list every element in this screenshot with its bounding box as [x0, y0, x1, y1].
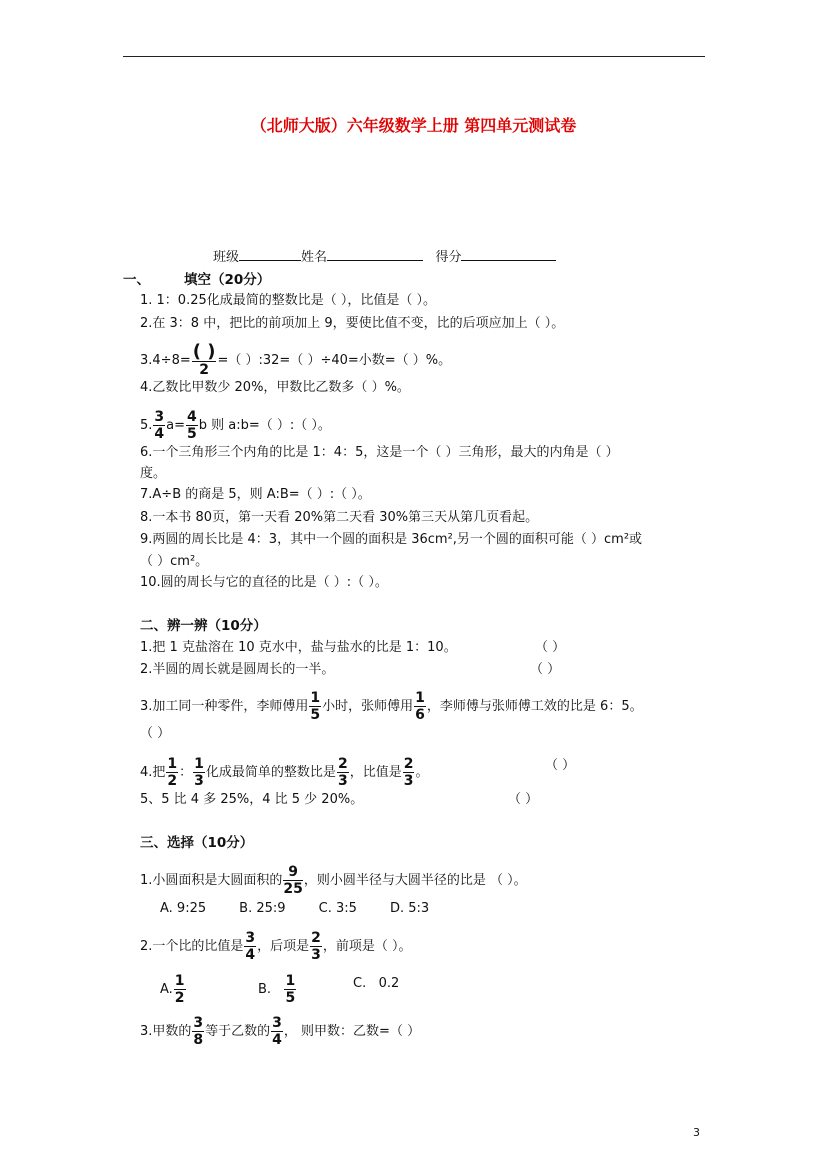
class-blank[interactable]: [239, 247, 301, 261]
fraction-denominator: 2: [199, 362, 209, 378]
fraction: [414, 690, 426, 723]
fraction: [337, 756, 349, 789]
s3-q3-text-b: 等于乙数的: [205, 1024, 271, 1039]
fraction-denominator: 3: [194, 773, 204, 789]
s2-q5-answer-paren[interactable]: （ ）: [508, 792, 539, 807]
class-label: 班级: [213, 250, 240, 265]
fraction: [192, 1015, 204, 1048]
fraction-denominator: 2: [174, 990, 185, 1006]
s2-question-1: 1.把 1 克盐溶在 10 克水中，盐与盐水的比是 1：10。: [140, 640, 457, 655]
s2-q3-text-b: 小时，张师傅用: [322, 699, 414, 714]
s1-question-8: 8.一本书 80页，第一天看 20%第二天看 30%第三天从第几页看起。: [140, 510, 539, 525]
s1-question-9-line-2: （ ）cm²。: [140, 554, 209, 569]
fraction-numerator: 1: [310, 690, 321, 706]
fraction-numerator: 9: [283, 864, 302, 881]
s1-q5-text-a: 5.: [140, 418, 153, 433]
name-blank[interactable]: [327, 247, 423, 261]
fraction-numerator: 2: [311, 930, 321, 946]
s1-question-7: 7.A÷B 的商是 5，则 A:B=（ ）:（ ）。: [140, 487, 371, 502]
fraction-denominator: 3: [403, 773, 414, 789]
fraction: [310, 930, 322, 963]
s1-question-6-line-2: 度。: [140, 466, 167, 481]
s1-question-6-line-1: 6.一个三角形三个内角的比是 1：4：5，这是一个（ ）三角形，最大的内角是（ ）: [140, 445, 619, 460]
s3-q2-text-a: 2.一个比的比值是: [140, 939, 244, 954]
s3-question-3: [140, 1015, 420, 1048]
fraction-numerator: 3: [193, 1015, 204, 1031]
s2-q4-text-c: ，比值是: [349, 765, 402, 780]
fraction: [166, 756, 178, 789]
fraction-denominator: 3: [311, 947, 321, 963]
fraction-denominator: 6: [415, 707, 425, 723]
fraction: [283, 864, 302, 897]
s2-q2-answer-paren[interactable]: （ ）: [530, 662, 561, 677]
s3-q3-text-c: ， 则甲数：乙数=（ ）: [283, 1024, 421, 1039]
student-info-row: [213, 247, 556, 268]
fraction-denominator: 2: [167, 773, 178, 789]
section-2-heading: 二、辨一辨（10分）: [140, 618, 267, 634]
s3-q2-option-b[interactable]: [258, 973, 297, 1006]
s2-q4-colon: ：: [179, 765, 193, 780]
fraction-numerator: 1: [174, 973, 185, 989]
s1-question-10: 10.圆的周长与它的直径的比是（ ）:（ ）。: [140, 575, 388, 590]
fraction: [193, 756, 205, 789]
fraction: [153, 409, 165, 442]
s1-question-2: 2.在 3：8 中，把比的前项加上 9，要使比值不变，比的后项应加上（ ）。: [140, 316, 565, 331]
s1-q5-text-c: b 则 a:b=（ ）:（ ）。: [198, 418, 331, 433]
fraction-numerator: 3: [154, 409, 165, 425]
option-label: B.: [258, 982, 272, 997]
s2-q3-text-c: ，李师傅与张师傅工效的比是 6：5。: [426, 699, 643, 714]
s2-question-2: 2.半圆的周长就是圆周长的一半。: [140, 662, 335, 677]
section-1-title: 填空（20分）: [184, 272, 271, 288]
fraction-numerator: 2: [403, 756, 414, 772]
score-label: 得分: [435, 250, 462, 265]
page-title: （北师大版）六年级数学上册 第四单元测试卷: [250, 116, 577, 135]
s2-q4-text-d: 。: [415, 765, 429, 780]
score-blank[interactable]: [461, 247, 556, 261]
fraction-numerator: 3: [272, 1015, 282, 1031]
s1-question-3: [140, 343, 451, 378]
s2-q3-text-a: 3.加工同一种零件，李师傅用: [140, 699, 309, 714]
fraction: [192, 343, 217, 378]
fraction-numerator: 3: [245, 930, 256, 946]
s3-q1-text-a: 1.小圆面积是大圆面积的: [140, 873, 283, 888]
fraction-denominator: 3: [337, 773, 348, 789]
fraction: [174, 973, 186, 1006]
section-1-number: 一、: [123, 272, 150, 288]
fraction-numerator: 1: [285, 973, 296, 989]
s1-q3-text-b: =（ ）:32=（ ）÷40=小数=（ ）%。: [217, 353, 452, 368]
s2-q1-answer-paren[interactable]: （ ）: [535, 640, 566, 655]
fraction-denominator: 5: [187, 426, 197, 442]
fraction: [309, 690, 321, 723]
s3-q3-text-a: 3.甲数的: [140, 1024, 192, 1039]
fraction: [284, 973, 296, 1006]
s1-question-5: [140, 409, 331, 442]
section-3-heading: 三、选择（10分）: [140, 835, 254, 851]
fraction-denominator: 5: [310, 707, 321, 723]
s1-q3-text-a: 3.4÷8=: [140, 353, 191, 368]
fraction-denominator: 8: [193, 1032, 204, 1048]
s2-question-4: [140, 756, 428, 789]
option-label: A.: [160, 982, 173, 997]
s1-question-4: 4.乙数比甲数少 20%，甲数比乙数多（ ）%。: [140, 380, 410, 395]
fraction-denominator: 25: [283, 881, 303, 897]
fraction-numerator: ( ): [192, 341, 216, 362]
s1-question-9-line-1: 9.两圆的周长比是 4：3，其中一个圆的面积是 36cm²,另一个圆的面积可能（ ）cm²或: [140, 532, 643, 547]
s3-q2-option-a[interactable]: [160, 973, 187, 1006]
s3-question-1: [140, 864, 527, 897]
s3-question-2: [140, 930, 412, 963]
fraction: [403, 756, 415, 789]
s2-q3-answer-paren[interactable]: （ ）: [140, 726, 171, 741]
header-rule: [123, 56, 705, 57]
fraction-denominator: 4: [272, 1032, 282, 1048]
fraction-numerator: 2: [337, 756, 348, 772]
s2-question-5: 5、5 比 4 多 25%，4 比 5 少 20%。: [140, 792, 364, 807]
fraction-denominator: 4: [154, 426, 165, 442]
fraction-denominator: 4: [245, 947, 256, 963]
s1-q5-text-b: a=: [166, 418, 186, 433]
s1-question-1: 1. 1：0.25化成最简的整数比是（ ），比值是（ ）。: [140, 293, 437, 308]
s3-q2-text-c: ，前项是（ ）。: [322, 939, 412, 954]
fraction-numerator: 1: [167, 756, 178, 772]
s3-q1-text-b: ，则小圆半径与大圆半径的比是 （ ）。: [303, 873, 527, 888]
s3-q1-options: A. 9:25 B. 25:9 C. 3:5 D. 5:3: [160, 901, 430, 916]
s3-q2-option-c[interactable]: C. 0.2: [353, 976, 400, 991]
fraction-numerator: 1: [194, 756, 204, 772]
page-number: 3: [693, 1126, 700, 1139]
fraction: [186, 409, 198, 442]
name-label: 姓名: [301, 250, 328, 265]
fraction: [244, 930, 256, 963]
fraction-numerator: 4: [187, 409, 197, 425]
fraction-numerator: 1: [415, 690, 425, 706]
s2-question-3: [140, 690, 643, 723]
s2-q4-text-a: 4.把: [140, 765, 166, 780]
fraction-denominator: 5: [285, 990, 296, 1006]
s2-q4-answer-paren[interactable]: （ ）: [545, 758, 576, 773]
fraction: [271, 1015, 283, 1048]
s3-q2-text-b: ，后项是: [257, 939, 310, 954]
section-1-heading: [123, 270, 270, 290]
s2-q4-text-b: 化成最简单的整数比是: [205, 765, 336, 780]
